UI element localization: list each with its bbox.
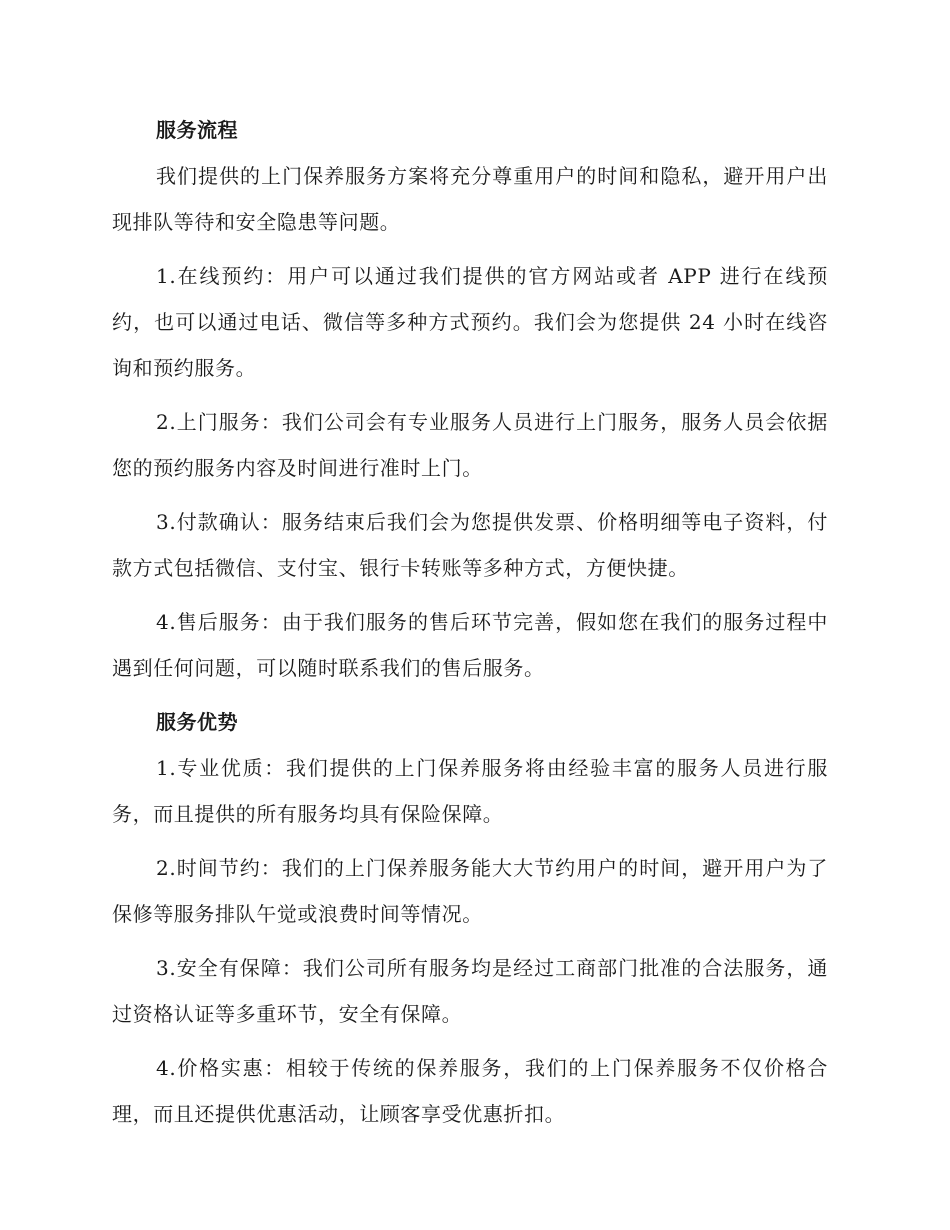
paragraph-intro: 我们提供的上门保养服务方案将充分尊重用户的时间和隐私，避开用户出现排队等待和安全隐患等问题。 (112, 164, 828, 234)
paragraph-after-sales: 4.售后服务：由于我们服务的售后环节完善，假如您在我们的服务过程中遇到任何问题，可以随时联系我们的售后服务。 (112, 610, 828, 680)
paragraph-price: 4.价格实惠：相较于传统的保养服务，我们的上门保养服务不仅价格合理，而且还提供优惠活动，让顾客享受优惠折扣。 (112, 1056, 828, 1126)
section-heading-service-process: 服务流程 (156, 118, 238, 142)
document-page (112, 107, 828, 1145)
paragraph-time-saving: 2.时间节约：我们的上门保养服务能大大节约用户的时间，避开用户为了保修等服务排队午觉或浪费时间等情况。 (112, 856, 828, 926)
paragraph-onsite-service: 2.上门服务：我们公司会有专业服务人员进行上门服务，服务人员会依据您的预约服务内容及时间进行准时上门。 (112, 410, 828, 480)
paragraph-professional: 1.专业优质：我们提供的上门保养服务将由经验丰富的服务人员进行服务，而且提供的所有服务均具有保险保障。 (112, 756, 828, 826)
section-heading-service-advantages: 服务优势 (156, 710, 238, 734)
paragraph-online-booking: 1.在线预约：用户可以通过我们提供的官方网站或者 APP 进行在线预约，也可以通过电话、微信等多种方式预约。我们会为您提供 24 小时在线咨询和预约服务。 (112, 264, 828, 380)
paragraph-payment: 3.付款确认：服务结束后我们会为您提供发票、价格明细等电子资料，付款方式包括微信、支付宝、银行卡转账等多种方式，方便快捷。 (112, 510, 828, 580)
paragraph-safety: 3.安全有保障：我们公司所有服务均是经过工商部门批准的合法服务，通过资格认证等多重环节，安全有保障。 (112, 956, 828, 1026)
